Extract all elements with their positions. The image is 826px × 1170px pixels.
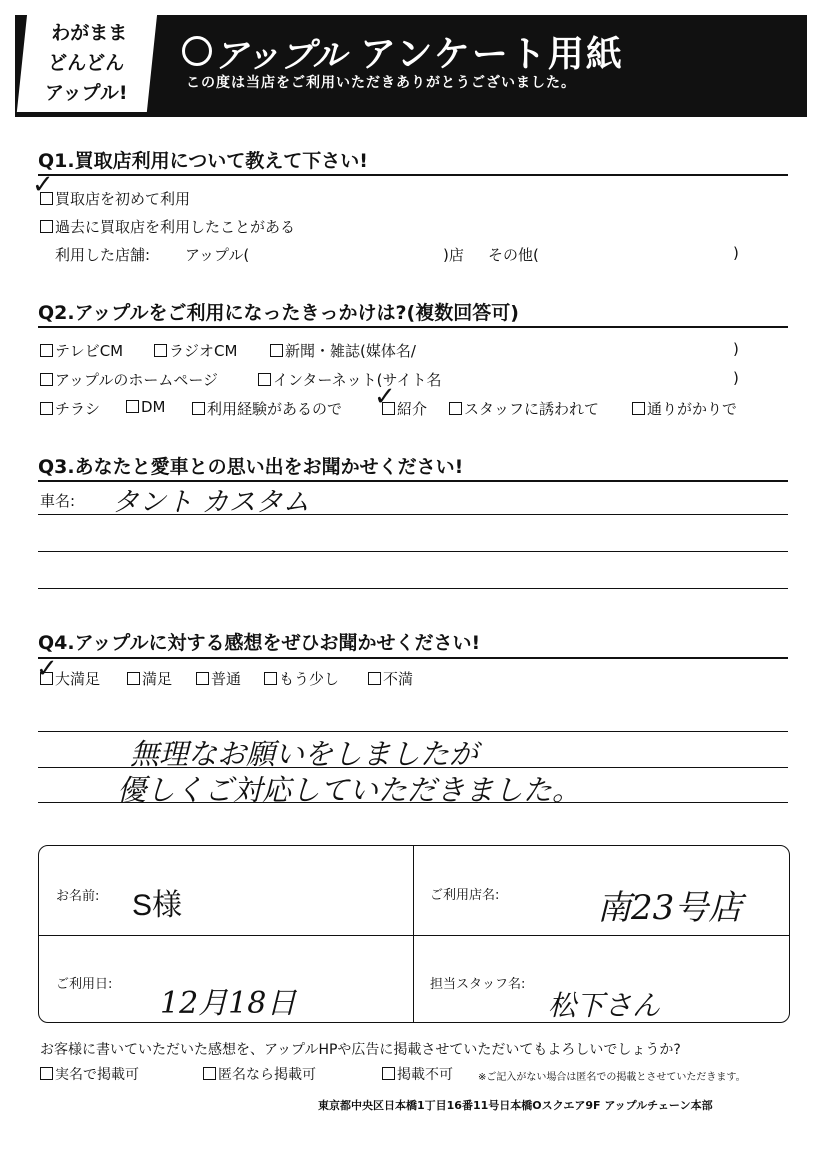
checkbox[interactable] bbox=[40, 402, 53, 415]
q2-option-news[interactable] bbox=[270, 340, 416, 361]
q2-news-close: ) bbox=[733, 340, 739, 358]
date-label: ご利用日: bbox=[56, 977, 113, 992]
company-address: 東京都中央区日本橋1丁目16番11号日本橋Oスクエア9F アップルチェーン本部 bbox=[318, 1099, 713, 1112]
info-divider-vertical bbox=[413, 845, 414, 1023]
date-value: 12月18日 bbox=[160, 986, 297, 1021]
checkbox[interactable] bbox=[203, 1067, 216, 1080]
option-label: 過去に買取店を利用したことがある bbox=[55, 218, 296, 236]
checkbox[interactable] bbox=[40, 220, 53, 233]
option-label: 実名で掲載可 bbox=[55, 1067, 139, 1083]
option-label: 匿名なら掲載可 bbox=[218, 1067, 316, 1083]
q4-rating-bit-more[interactable] bbox=[264, 668, 339, 689]
comment-line-1: 無理なお願いをしましたが bbox=[130, 737, 479, 771]
option-label: インターネット(サイト名 bbox=[273, 371, 442, 389]
q1-store-suffix: )店 bbox=[443, 246, 464, 264]
checkbox[interactable] bbox=[154, 344, 167, 357]
customer-info-box bbox=[38, 845, 790, 1023]
car-name-label: 車名: bbox=[40, 492, 76, 510]
q1-store-apple: アップル( bbox=[185, 246, 250, 264]
check-mark-icon: ✓ bbox=[32, 170, 54, 200]
checkbox[interactable] bbox=[40, 1067, 53, 1080]
option-label: 掲載不可 bbox=[397, 1067, 453, 1083]
store-value: 南23号店 bbox=[597, 888, 743, 928]
checkbox[interactable] bbox=[40, 344, 53, 357]
checkbox[interactable] bbox=[264, 672, 277, 685]
q1-store-prefix: 利用した店舗: bbox=[55, 246, 151, 264]
q1-store-close: ) bbox=[733, 244, 739, 262]
option-label: 満足 bbox=[142, 670, 173, 688]
q4-heading: Q4.アップルに対する感想をぜひお聞かせください! bbox=[38, 632, 481, 654]
slogan-line-3: アップル! bbox=[45, 82, 128, 104]
q2-internet-close: ) bbox=[733, 369, 739, 387]
comment-line-2: 優しくご対応していただきました。 bbox=[117, 773, 582, 807]
option-label: 利用経験があるので bbox=[207, 400, 343, 418]
q2-option-radio[interactable] bbox=[154, 340, 237, 361]
logo-text: アップル bbox=[214, 36, 347, 76]
checkbox[interactable] bbox=[258, 373, 271, 386]
option-label: テレビCM bbox=[55, 342, 124, 360]
publish-option-none[interactable] bbox=[382, 1064, 453, 1084]
option-label: アップルのホームページ bbox=[55, 371, 219, 389]
publish-question: お客様に書いていただいた感想を、アップルHPや広告に掲載させていただいてもよろしいでしょうか? bbox=[40, 1042, 681, 1058]
checkbox[interactable] bbox=[270, 344, 283, 357]
option-label: スタッフに誘われて bbox=[464, 400, 600, 418]
page-title: アンケート用紙 bbox=[360, 34, 624, 75]
q2-option-flyer[interactable] bbox=[40, 398, 100, 419]
publish-note: ※ご記入がない場合は匿名での掲載とさせていただきます。 bbox=[478, 1072, 746, 1083]
option-label: 普通 bbox=[211, 670, 242, 688]
car-name-value: タント カスタム bbox=[112, 487, 310, 518]
q1-heading: Q1.買取店利用について教えて下さい! bbox=[38, 150, 368, 172]
q1-option-first-time[interactable] bbox=[40, 188, 190, 209]
name-value: S様 bbox=[132, 889, 183, 922]
option-label: 不満 bbox=[383, 670, 414, 688]
staff-label: 担当スタッフ名: bbox=[430, 977, 526, 992]
option-label: ラジオCM bbox=[169, 342, 238, 360]
writing-line bbox=[38, 802, 788, 803]
check-mark-icon: ✓ bbox=[374, 382, 396, 412]
slogan-line-2: どんどん bbox=[48, 52, 125, 74]
checkbox[interactable] bbox=[368, 672, 381, 685]
q2-heading: Q2.アップルをご利用になったきっかけは?(複数回答可) bbox=[38, 302, 519, 324]
name-label: お名前: bbox=[56, 889, 100, 904]
q2-option-dm[interactable] bbox=[126, 398, 166, 416]
q2-option-internet[interactable] bbox=[258, 369, 441, 390]
writing-line bbox=[38, 514, 788, 515]
check-mark-icon: ✓ bbox=[36, 654, 58, 684]
q2-option-tv[interactable] bbox=[40, 340, 123, 361]
option-label: 大満足 bbox=[55, 670, 101, 688]
info-divider-horizontal bbox=[38, 935, 790, 936]
writing-line bbox=[38, 588, 788, 589]
q4-rating-satisfied[interactable] bbox=[127, 668, 172, 689]
checkbox[interactable] bbox=[126, 400, 139, 413]
q4-rule bbox=[38, 657, 788, 659]
store-label: ご利用店名: bbox=[430, 888, 500, 903]
staff-value: 松下さん bbox=[548, 989, 661, 1022]
checkbox[interactable] bbox=[192, 402, 205, 415]
checkbox[interactable] bbox=[196, 672, 209, 685]
q4-rating-normal[interactable] bbox=[196, 668, 241, 689]
q1-store-other: その他( bbox=[488, 246, 539, 264]
option-label: 通りがかりで bbox=[647, 400, 738, 418]
option-label: 新聞・雑誌(媒体名/ bbox=[285, 342, 416, 360]
option-label: 買取店を初めて利用 bbox=[55, 190, 191, 208]
checkbox[interactable] bbox=[382, 1067, 395, 1080]
option-label: チラシ bbox=[55, 400, 101, 418]
option-label: DM bbox=[141, 398, 166, 416]
page-subtitle: この度は当店をご利用いただきありがとうございました。 bbox=[186, 75, 576, 91]
publish-option-real-name[interactable] bbox=[40, 1064, 139, 1084]
slogan-line-1: わがまま bbox=[51, 22, 128, 44]
checkbox[interactable] bbox=[632, 402, 645, 415]
publish-option-anonymous[interactable] bbox=[203, 1064, 316, 1084]
checkbox[interactable] bbox=[40, 373, 53, 386]
q4-rating-unsatisfied[interactable] bbox=[368, 668, 413, 689]
checkbox[interactable] bbox=[449, 402, 462, 415]
slogan-box bbox=[17, 14, 157, 112]
q2-option-homepage[interactable] bbox=[40, 369, 218, 390]
apple-logo-icon bbox=[182, 36, 212, 66]
option-label: もう少し bbox=[279, 670, 340, 688]
q2-option-staff[interactable] bbox=[449, 398, 599, 419]
q1-rule bbox=[38, 174, 788, 176]
option-label: 紹介 bbox=[397, 400, 428, 418]
q2-rule bbox=[38, 326, 788, 328]
q1-option-used-before[interactable] bbox=[40, 216, 295, 237]
q3-heading: Q3.あなたと愛車との思い出をお聞かせください! bbox=[38, 456, 464, 478]
q2-option-experience[interactable] bbox=[192, 398, 342, 419]
q2-option-passing[interactable] bbox=[632, 398, 737, 419]
checkbox[interactable] bbox=[127, 672, 140, 685]
writing-line bbox=[38, 551, 788, 552]
